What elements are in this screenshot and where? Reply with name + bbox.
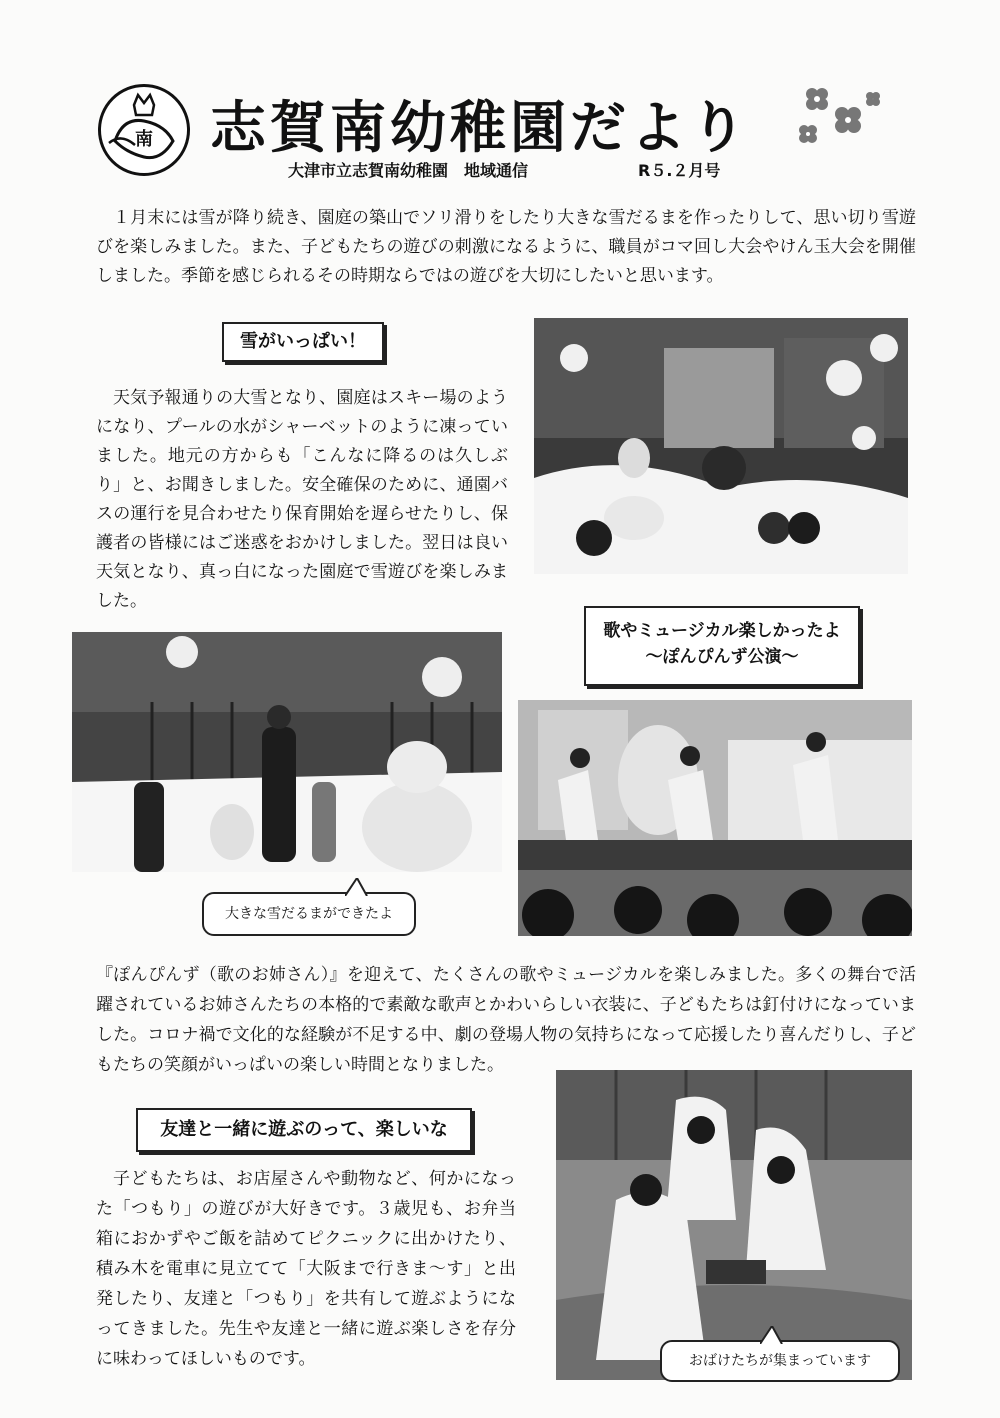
photo-snow-garden — [534, 318, 908, 574]
friends-section-heading: 友達と一緒に遊ぶのって、楽しいな — [136, 1108, 472, 1152]
photo-big-snowman — [72, 632, 502, 872]
ponpin-section-heading — [584, 606, 860, 686]
ponpin-section-paragraph: 『ぽんぴんず（歌のお姉さん）』を迎えて、たくさんの歌やミュージカルを楽しみました。多くの舞台で活躍されているお姉さんたちの本格的で素敵な歌声とかわいらしい衣装に、子どもたちは釘付けになっていました。コロナ禍で文化的な経験が不足する中、劇の登場人物の気持ちになって応援したり喜んだりし、子どもたちの笑顔がいっぱいの楽しい時間となりました。 — [96, 965, 916, 1075]
ghost-photo-caption: おばけたちが集まっています — [660, 1340, 900, 1382]
ponpin-heading-line1: 歌やミュージカル楽しかったよ — [603, 621, 841, 641]
newsletter-subtitle: 大津市立志賀南幼稚園 地域通信 — [288, 161, 529, 180]
caption-pointer-icon — [345, 878, 369, 896]
photo-ghost-play — [556, 1070, 912, 1380]
newsletter-title: 志賀南幼稚園だより — [210, 96, 750, 161]
friends-section-paragraph: 子どもたちは、お店屋さんや動物など、何かになった「つもり」の遊びが大好きです。３歳児も、お弁当箱におかずやご飯を詰めてピクニックに出かけたり、積み木を電車に見立てて「大阪まで行きま～す」と出発したり、友達と「つもり」を共有して遊ぶようになってきました。先生や友達と一緒に遊ぶ楽しさを存分に味わってほしいものです。 — [96, 1169, 516, 1369]
photo-ponpin-performance — [518, 700, 912, 936]
caption-pointer-icon — [760, 1326, 784, 1344]
snow-section-heading: 雪がいっぱい！ — [222, 322, 384, 362]
kindergarten-logo — [98, 84, 190, 176]
logo-character: 南 — [135, 129, 153, 150]
flower-decoration-icon — [790, 80, 880, 150]
snowman-photo-caption: 大きな雪だるまができたよ — [202, 892, 416, 936]
ponpin-heading-line2: ～ぽんぴんず公演～ — [645, 647, 799, 667]
snow-section-paragraph: 天気予報通りの大雪となり、園庭はスキー場のようになり、プールの水がシャーベットのように凍っていました。地元の方からも「こんなに降るのは久しぶり」と、お聞きしました。安全確保のために、通園バスの運行を見合わせたり保育開始を遅らせたりし、保護者の皆様にはご迷惑をおかけしました。翌日は良い天気となり、真っ白になった園庭で雪遊びを楽しみました。 — [96, 388, 508, 611]
issue-number: R５.２月号 — [638, 161, 721, 180]
intro-paragraph: １月末には雪が降り続き、園庭の築山でソリ滑りをしたり大きな雪だるまを作ったりして、思い切り雪遊びを楽しみました。また、子どもたちの遊びの刺激になるように、職員がコマ回し大会やけん玉大会を開催しました。季節を感じられるその時期ならではの遊びを大切にしたいと思います。 — [96, 208, 916, 286]
